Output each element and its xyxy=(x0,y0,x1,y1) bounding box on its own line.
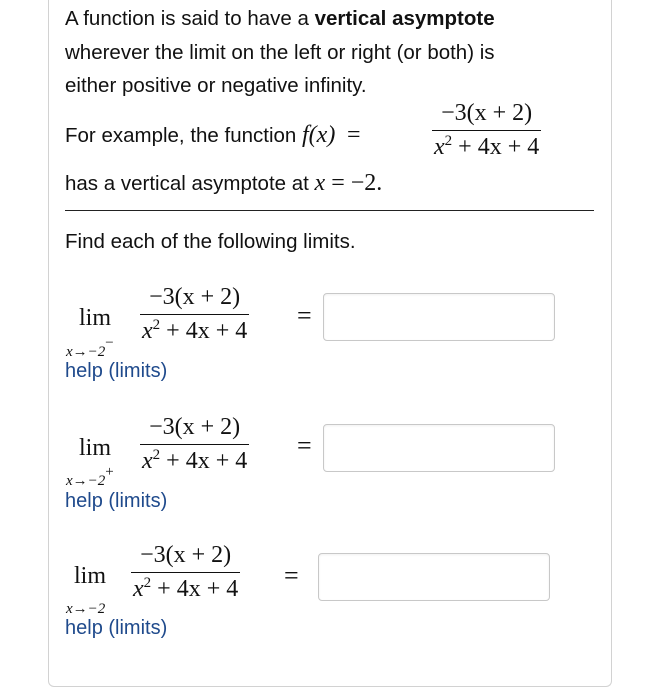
divider xyxy=(65,210,594,211)
limit-3-den-rest: + 4x + 4 xyxy=(151,576,239,602)
instructions: Find each of the following limits. xyxy=(65,230,356,253)
lim-subscript-1-text: x→−2 xyxy=(66,344,106,360)
lim-side-1: − xyxy=(105,335,114,351)
limit-1-answer-input[interactable] xyxy=(323,293,555,341)
intro-line-1 xyxy=(65,2,600,36)
lim-subscript-3 xyxy=(66,592,105,618)
limit-fraction-3 xyxy=(131,542,240,603)
limit-fraction-1 xyxy=(140,284,249,345)
limit-3-help-link[interactable]: help (limits) xyxy=(65,617,168,639)
asymptote-line xyxy=(65,170,382,197)
lim-subscript-2-text: x→−2 xyxy=(66,473,106,489)
intro-line-3: either positive or negative infinity. xyxy=(65,74,367,97)
limit-fraction-2 xyxy=(140,414,249,475)
limit-2-answer-input[interactable] xyxy=(323,424,555,472)
limit-2-help-link[interactable]: help (limits) xyxy=(65,490,168,512)
limit-3-den-exp: 2 xyxy=(143,575,152,591)
limit-1-den-base: x xyxy=(142,318,153,344)
example-fraction xyxy=(432,100,541,161)
limit-1-equals: = xyxy=(297,301,312,330)
limit-1-help-link[interactable]: help (limits) xyxy=(65,360,168,382)
example-function-name: f(x) xyxy=(302,122,336,148)
example-den-exp: 2 xyxy=(444,133,453,149)
example-den-rest: + 4x + 4 xyxy=(452,134,540,160)
limit-2-numerator: −3(x + 2) xyxy=(149,414,241,440)
lim-label-2: lim xyxy=(79,435,112,461)
limit-2-den-base: x xyxy=(142,448,153,474)
limit-3-answer-input[interactable] xyxy=(318,553,550,601)
limit-2-den-exp: 2 xyxy=(152,447,161,463)
intro-line-2: wherever the limit on the left or right (or both) is xyxy=(65,40,495,64)
limit-1-denominator xyxy=(140,314,249,345)
asymptote-prefix: has a vertical asymptote at xyxy=(65,172,315,195)
asymptote-value: = −2. xyxy=(325,170,383,196)
example-equals: = xyxy=(347,122,361,148)
example-den-base: x xyxy=(434,134,445,160)
example-line xyxy=(65,122,361,149)
example-denominator xyxy=(432,130,541,161)
lim-label-3: lim xyxy=(74,563,107,589)
limit-2-equals: = xyxy=(297,431,312,460)
limit-3-equals: = xyxy=(284,561,299,590)
limit-1-numerator: −3(x + 2) xyxy=(149,284,241,310)
limit-1-den-rest: + 4x + 4 xyxy=(160,318,248,344)
limit-2-denominator xyxy=(140,444,249,475)
limit-3-numerator: −3(x + 2) xyxy=(140,542,232,568)
lim-subscript-3-text: x→−2 xyxy=(66,601,106,617)
intro-line-1-text: A function is said to have a xyxy=(65,7,315,30)
limit-1-den-exp: 2 xyxy=(152,317,161,333)
lim-subscript-1 xyxy=(66,335,114,361)
limit-3-den-base: x xyxy=(133,576,144,602)
intro-text xyxy=(65,2,600,103)
asymptote-var: x xyxy=(314,170,326,196)
limit-3-denominator xyxy=(131,572,240,603)
vertical-asymptote-term: vertical asymptote xyxy=(314,7,495,30)
lim-label-1: lim xyxy=(79,305,112,331)
lim-subscript-2 xyxy=(66,464,114,490)
limit-2-den-rest: + 4x + 4 xyxy=(160,448,248,474)
lim-side-2: + xyxy=(105,464,114,480)
example-numerator: −3(x + 2) xyxy=(441,100,533,126)
example-prefix: For example, the function xyxy=(65,124,303,147)
